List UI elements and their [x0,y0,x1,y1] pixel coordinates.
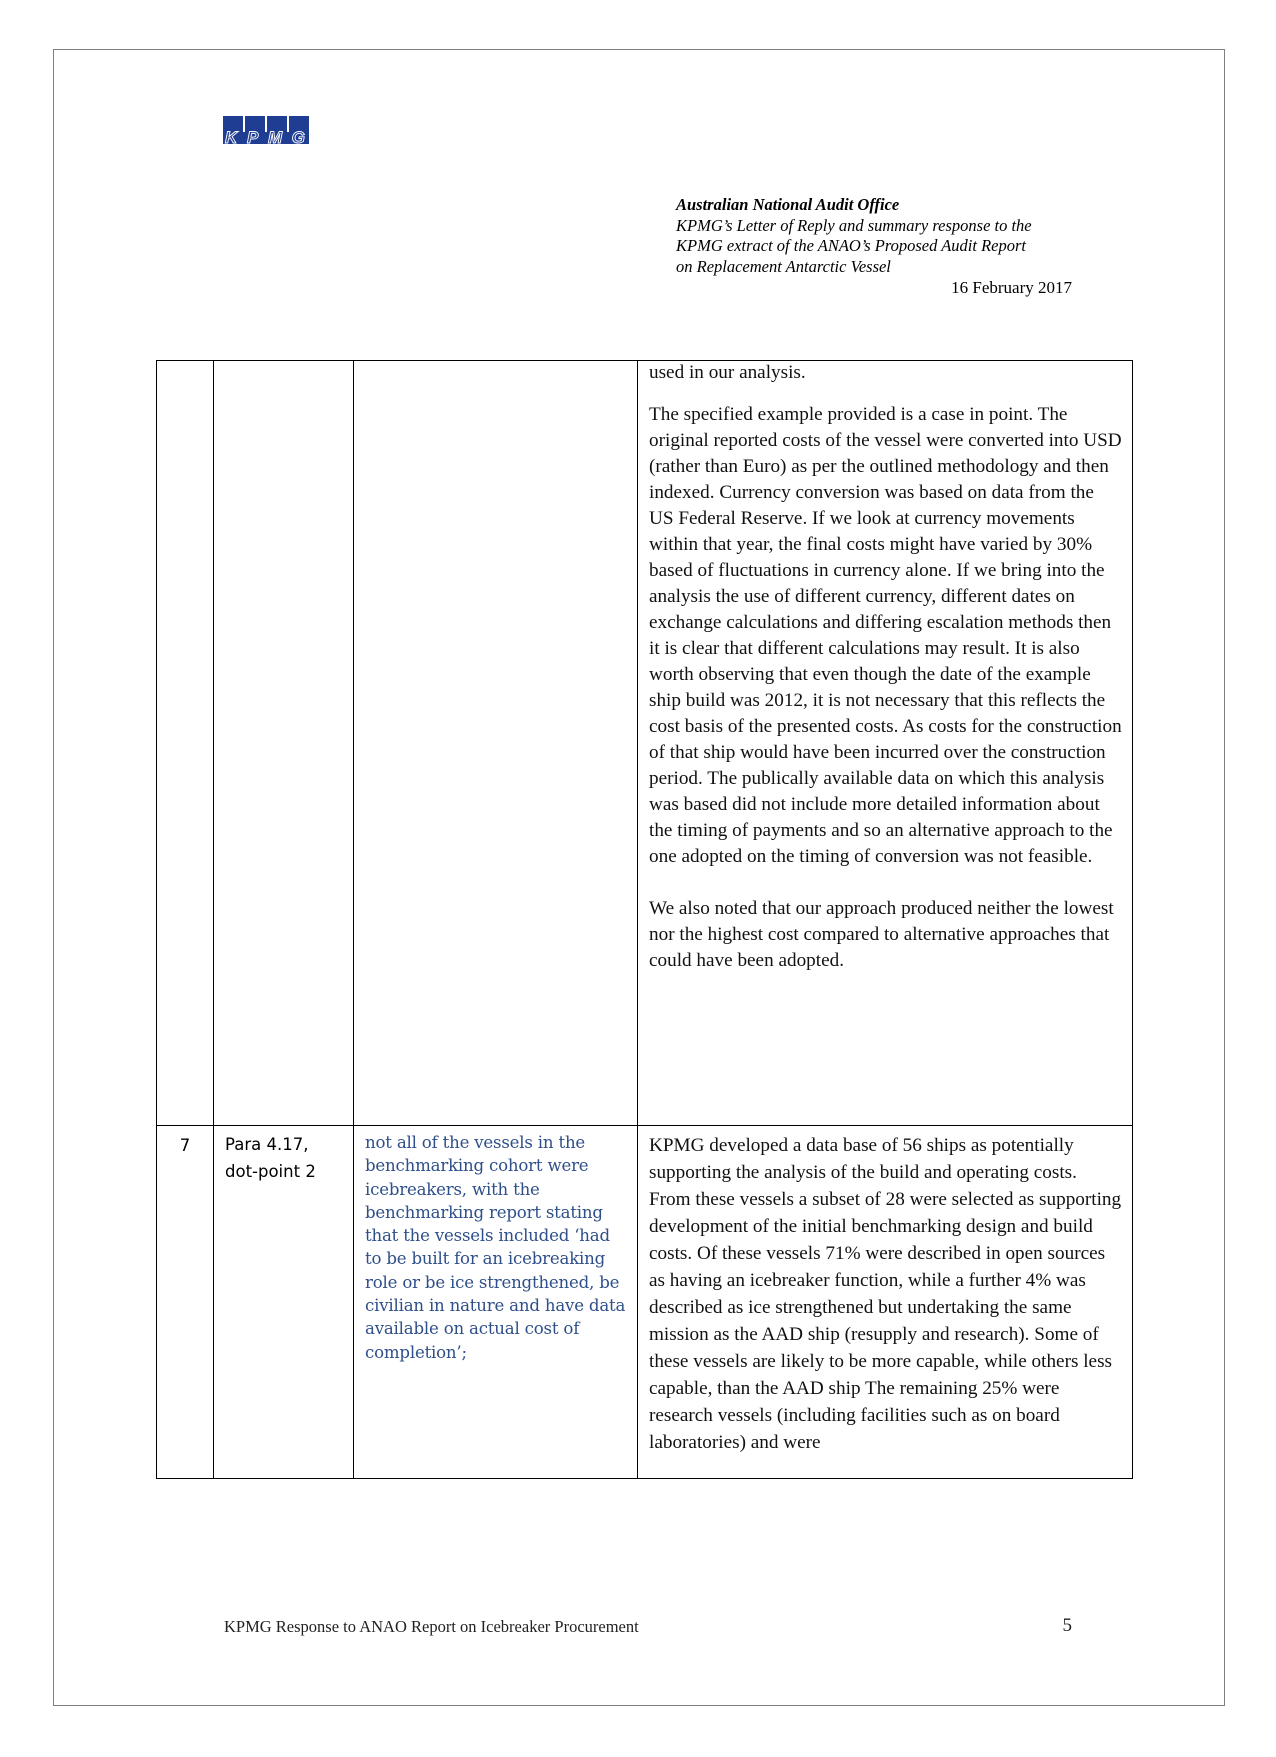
header-line: on Replacement Antarctic Vessel [676,256,891,276]
table-row [157,1126,1133,1479]
report-extract-cell [354,361,638,1126]
paragraph-reference-cell [214,361,354,1126]
logo-text: KPMG [225,128,305,146]
response-paragraph: KPMG developed a data base of 56 ships as potentially supporting the analysis of the build and operating costs. From these vessels a subset of 28 were selected as supporting development of the initial benchmarking design and build costs. Of these vessels 71% were described in open sources as having an icebreaker function, while a further 4% was described as ice strengthened but undertaking the same mission as the AAD ship (resupply and research). Some of these vessels are likely to be more capable, while others less capable, than the AAD ship The remaining 25% were research vessels (including facilities such as on board laboratories) and were [649,1135,1122,1453]
item-number-cell [157,361,214,1126]
document-header [676,195,1076,299]
header-organisation: Australian National Audit Office [676,195,900,214]
page-number: 5 [1062,1615,1072,1636]
paragraph-reference-cell: Para 4.17, dot-point 2 [214,1126,354,1479]
kpmg-response-cell [638,1126,1133,1479]
header-line: KPMG extract of the ANAO’s Proposed Audit Report [676,236,1026,255]
header-date: 16 February 2017 [951,278,1072,297]
kpmg-response-cell [638,361,1133,1126]
response-table [156,360,1133,1479]
response-paragraph: used in our analysis. [649,362,806,383]
table-row [157,361,1133,1126]
report-extract-cell: not all of the vessels in the benchmarking cohort were icebreakers, with the benchmarking report stating that the vessels included ‘had to be built for an icebreaking role or be ice strengthened, be civilian in nature and have data available on actual cost of completion’; [354,1126,638,1479]
kpmg-logo [223,116,311,146]
page-footer [224,1617,1074,1637]
response-paragraph: We also noted that our approach produced neither the lowest nor the highest cost compared to alternative approaches that could have been adopted. [649,898,1114,971]
item-number-cell: 7 [157,1126,214,1479]
response-paragraph: The specified example provided is a case in point. The original reported costs of the vessel were converted into USD (rather than Euro) as per the outlined methodology and then indexed. Currency conversion was based on data from the US Federal Reserve. If we look at currency movements within that year, the final costs might have varied by 30% based of fluctuations in currency alone. If we bring into the analysis the use of different currency, different dates on exchange calculations and differing escalation methods then it is clear that different calculations may result. It is also worth observing that even though the date of the example ship build was 2012, it is not necessary that this reflects the cost basis of the presented costs. As costs for the construction of that ship would have been incurred over the construction period. The publically available data on which this analysis was based did not include more detailed information about the timing of payments and so an alternative approach to the one adopted on the timing of conversion was not feasible. [649,404,1122,867]
header-line: KPMG’s Letter of Reply and summary response to the [676,215,1032,235]
footer-title: KPMG Response to ANAO Report on Icebreaker Procurement [224,1617,639,1636]
